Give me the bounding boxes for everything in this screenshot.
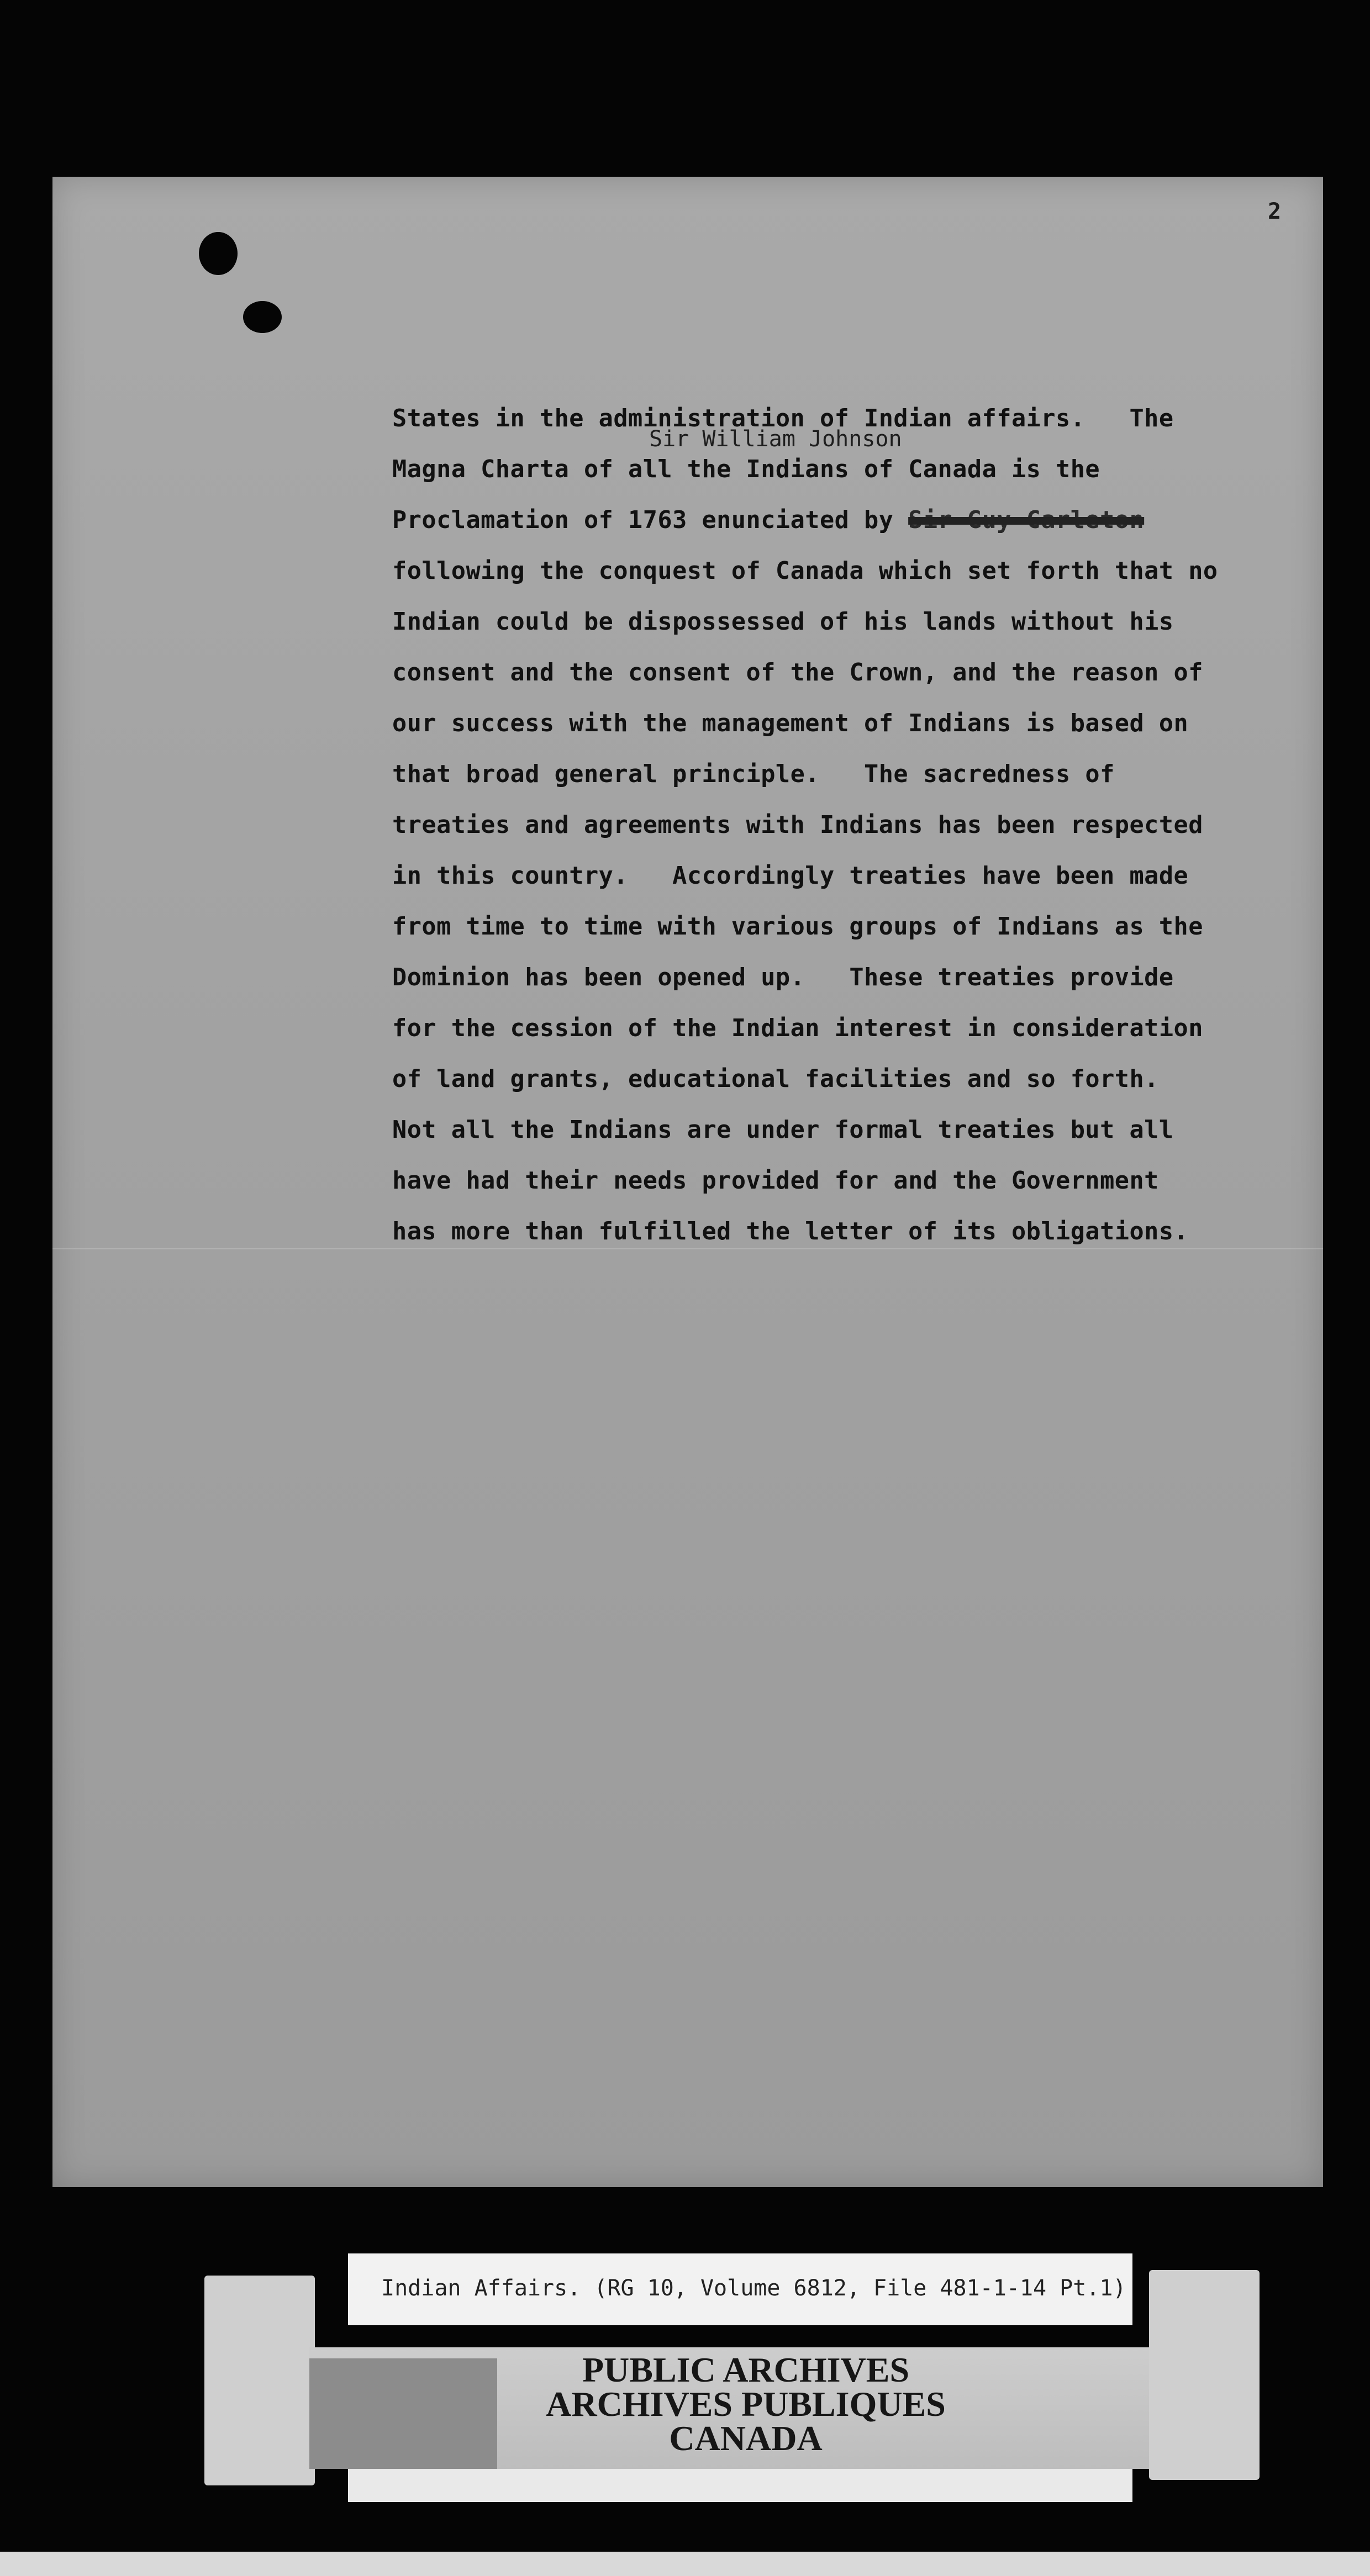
text-line: has more than fulfilled the letter of its obligations.	[392, 1218, 1189, 1245]
text-line: our success with the management of Indians is based on	[392, 710, 1189, 737]
punch-hole	[243, 301, 282, 333]
archive-stamp	[309, 2347, 1149, 2469]
stamp-line: PUBLIC ARCHIVES	[582, 2350, 910, 2389]
stamp-text	[508, 2350, 983, 2458]
page-number: 2	[1268, 199, 1282, 224]
text-line: that broad general principle. The sacredness of	[392, 761, 1115, 788]
interlinear-insertion: Sir William Johnson	[649, 426, 902, 452]
text-line: from time to time with various groups of Indians as the	[392, 913, 1203, 941]
citation-text: Indian Affairs. (RG 10, Volume 6812, File 481-1-14 Pt.1)	[381, 2276, 1126, 2301]
film-tab-left	[204, 2276, 315, 2485]
text-line: consent and the consent of the Crown, and the reason of	[392, 659, 1203, 687]
stamp-line: CANADA	[669, 2419, 823, 2458]
text-line: Magna Charta of all the Indians of Canada is the	[392, 456, 1100, 483]
film-frame-edge	[0, 2552, 1370, 2576]
body-text	[392, 393, 1320, 1257]
film-tab-right	[1149, 2270, 1260, 2480]
text-line: for the cession of the Indian interest in consideration	[392, 1015, 1203, 1042]
text-line: Not all the Indians are under formal treaties but all	[392, 1116, 1174, 1144]
text-line: following the conquest of Canada which set forth that no	[392, 557, 1218, 585]
stamp-line: ARCHIVES PUBLIQUES	[546, 2384, 946, 2424]
document-page	[52, 177, 1323, 2187]
text-line: have had their needs provided for and the Government	[392, 1167, 1159, 1195]
struck-out-name: Sir Guy Carleton	[908, 506, 1145, 534]
text-line	[392, 495, 1320, 546]
stamp-shadow-band	[309, 2358, 497, 2469]
archive-label-area	[0, 2253, 1370, 2508]
text-line: of land grants, educational facilities and so forth.	[392, 1065, 1159, 1093]
text-line: States in the administration of Indian affairs. The	[392, 405, 1174, 432]
label-bottom-card	[348, 2469, 1132, 2502]
text-line: in this country. Accordingly treaties have been made	[392, 862, 1189, 890]
text-line: Dominion has been opened up. These treaties provide	[392, 964, 1174, 991]
text-line: Indian could be dispossessed of his lands without his	[392, 608, 1174, 636]
citation-card	[348, 2253, 1132, 2325]
text-line-prefix: Proclamation of 1763 enunciated by	[392, 506, 909, 534]
punch-hole	[199, 232, 238, 275]
text-line: treaties and agreements with Indians has been respected	[392, 811, 1203, 839]
